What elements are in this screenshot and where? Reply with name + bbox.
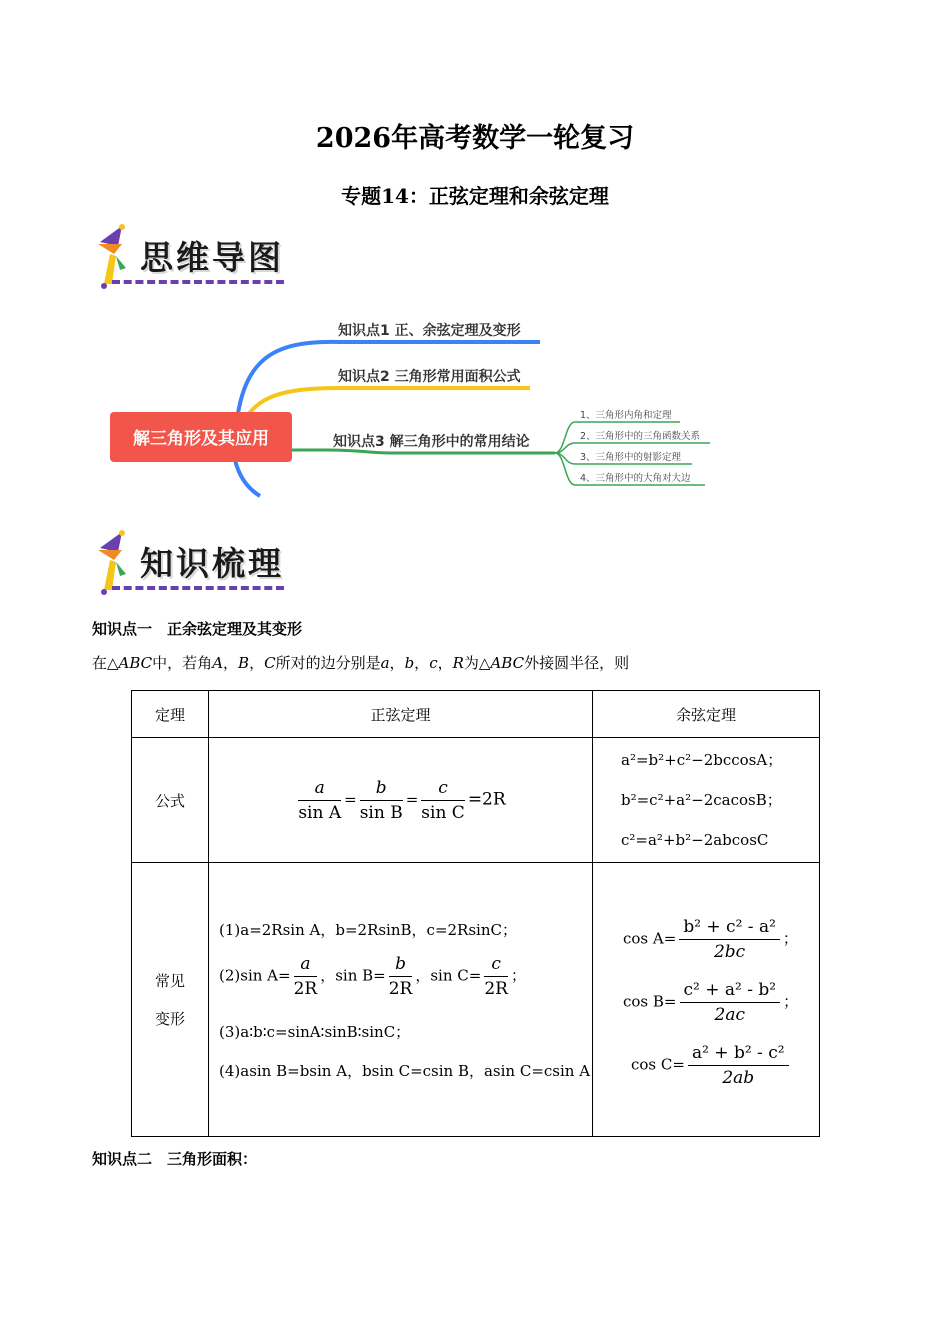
section-heading-1: 知识点一 正余弦定理及其变形 <box>92 620 303 638</box>
cos-c-variant: cos C= $\frac{\text{a² + b² - c²}}{2ab}$ <box>623 1043 819 1088</box>
table-header-row <box>132 691 820 738</box>
sine-law-cell: $\frac{a}{\text{sin A}}$ = $\frac{b}{\text{sin B}}$ = $\frac{c}{\text{sin C}}$ =2R <box>209 738 593 863</box>
sine-fraction-b: $\frac{b}{\text{sin B}}$ <box>359 777 403 823</box>
cosine-variants-cell <box>593 863 820 1137</box>
page-subtitle: 专题14：正弦定理和余弦定理 <box>341 184 609 208</box>
sine-variants-cell <box>209 863 593 1137</box>
header-cell-theorem: 定理 <box>132 691 209 738</box>
variant-2: (2)sin A= $\frac{a}{2R}$ ，sin B= $\frac{b}{2R}$ ，sin C= $\frac{c}{2R}$ ； <box>219 953 526 999</box>
knowledge-banner-text: 知识梳理 <box>140 544 284 583</box>
mindmap-sub-2: 2、三角形中的三角函数关系 <box>580 431 701 442</box>
cos-a-variant: cos A= $\frac{\text{b² + c² - a²}}{2bc}$ ； <box>623 917 798 962</box>
cosine-law-cell <box>593 738 820 863</box>
cosine-law-c: c²=a²+b²−2abcosC <box>621 831 769 849</box>
mindmap-banner <box>90 224 300 296</box>
mindmap-sub-3: 3、三角形中的射影定理 <box>580 452 682 463</box>
mind-map <box>100 300 740 500</box>
header-cell-cosine: 余弦定理 <box>593 691 820 738</box>
theorem-table <box>131 690 820 1137</box>
mindmap-sub-1: 1、三角形内角和定理 <box>580 410 672 421</box>
section-heading-2: 知识点二 三角形面积： <box>92 1150 258 1168</box>
cosine-law-a: a²=b²+c²−2bccosA； <box>621 751 783 769</box>
mindmap-branch-3: 知识点3 解三角形中的常用结论 <box>333 434 530 450</box>
cos-b-variant: cos B= $\frac{\text{c² + a² - b²}}{2ac}$ ； <box>623 980 799 1025</box>
cosine-law-b: b²=c²+a²−2cacosB； <box>621 791 782 809</box>
banner-divider <box>112 280 284 284</box>
mindmap-branch-1: 知识点1 正、余弦定理及变形 <box>338 323 521 339</box>
variant-1: (1)a=2Rsin A，b=2RsinB，c=2RsinC； <box>219 920 517 939</box>
variant-3: (3)a∶b∶c=sinA∶sinB∶sinC； <box>219 1022 411 1041</box>
section-intro: 在△ABC中，若角A，B，C所对的边分别是a，b，c，R为△ABC外接圆半径，则 <box>92 654 630 672</box>
page-title: 2026年高考数学一轮复习 <box>315 123 635 154</box>
sine-fraction-c: $\frac{c}{\text{sin C}}$ <box>421 777 465 823</box>
banner-divider <box>112 586 284 590</box>
sine-tail: =2R <box>467 789 506 809</box>
knowledge-banner <box>90 530 300 602</box>
variant-4: (4)asin B=bsin A，bsin C=csin B，asin C=csin A <box>219 1061 591 1080</box>
mindmap-sub-4: 4、三角形中的大角对大边 <box>580 473 691 484</box>
mindmap-branch-2: 知识点2 三角形常用面积公式 <box>338 369 521 385</box>
table-row-variants <box>132 863 820 1137</box>
branch-line-4 <box>235 460 260 496</box>
mindmap-banner-text: 思维导图 <box>140 238 284 277</box>
row-label-formula: 公式 <box>132 738 209 863</box>
sine-fraction-a: $\frac{a}{\text{sin A}}$ <box>298 777 342 823</box>
table-row-formula <box>132 738 820 863</box>
mindmap-root-label: 解三角形及其应用 <box>133 429 269 449</box>
header-cell-sine: 正弦定理 <box>209 691 593 738</box>
row-label-variants: 常见 变形 <box>132 863 209 1137</box>
